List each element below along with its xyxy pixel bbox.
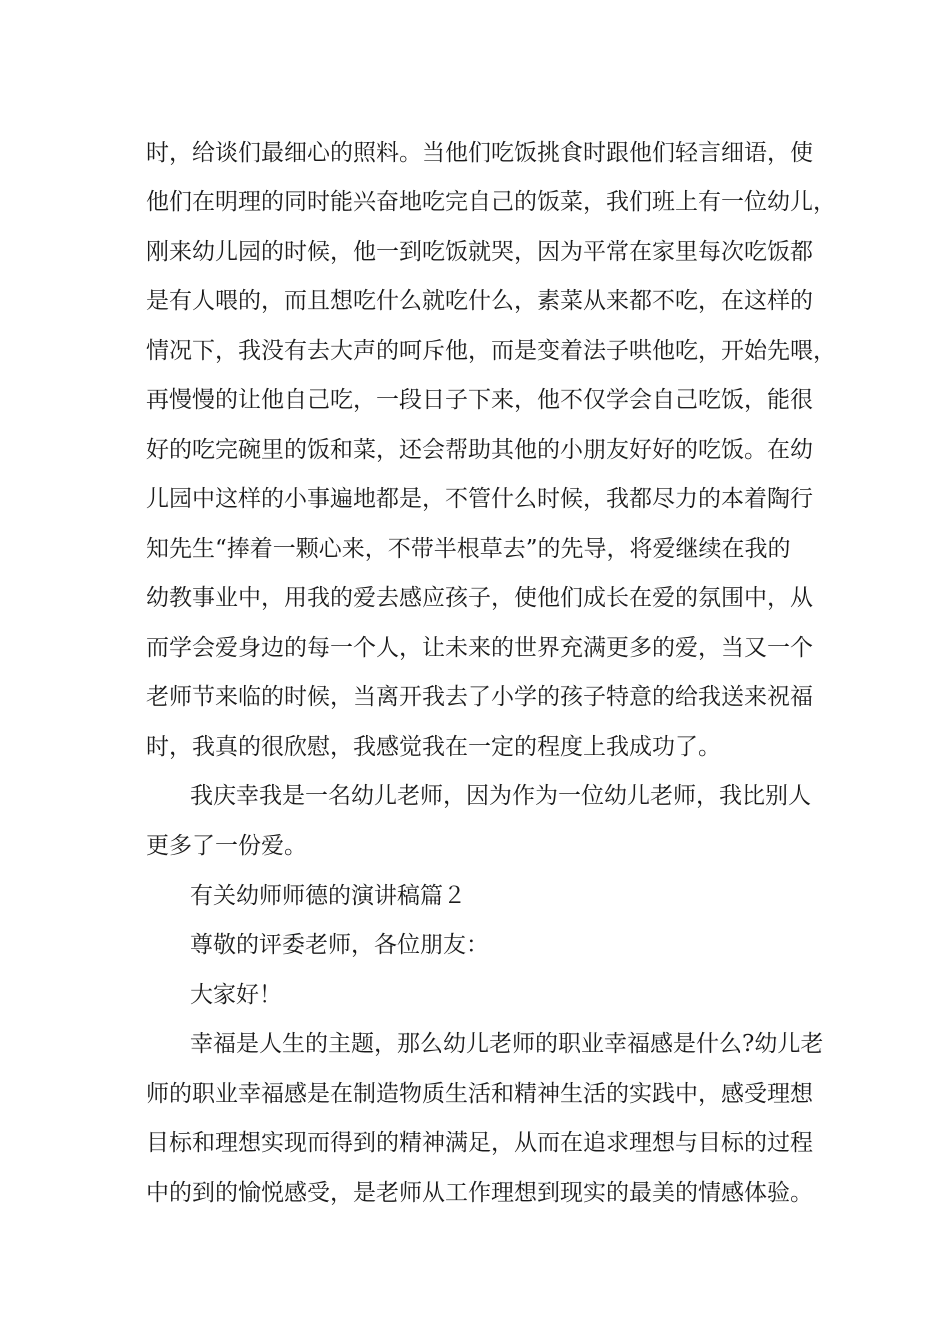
text-line: 是有人喂的，而且想吃什么就吃什么，素菜从来都不吃，在这样的 [146, 288, 813, 314]
text-line: 目标和理想实现而得到的精神满足，从而在追求理想与目标的过程 [146, 1130, 813, 1156]
text-line: 中的到的愉悦感受，是老师从工作理想到现实的最美的情感体验。 [146, 1180, 813, 1206]
text-line: 幼教事业中，用我的爱去感应孩子，使他们成长在爱的氛围中，从 [146, 585, 813, 611]
section-heading: 有关幼师师德的演讲稿篇２ [190, 883, 466, 909]
text-line: 好的吃完碗里的饭和菜，还会帮助其他的小朋友好好的吃饭。在幼 [146, 437, 813, 463]
salutation: 尊敬的评委老师，各位朋友： [190, 932, 489, 958]
greeting: 大家好！ [190, 982, 282, 1008]
paragraph-first-line: 我庆幸我是一名幼儿老师，因为作为一位幼儿老师，我比别人 [190, 783, 811, 809]
text-line: 他们在明理的同时能兴奋地吃完自己的饭菜，我们班上有一位幼儿， [146, 189, 836, 215]
text-line: 知先生“捧着一颗心来，不带半根草去”的先导，将爱继续在我的 [146, 536, 791, 562]
text-line: 而学会爱身边的每一个人，让未来的世界充满更多的爱，当又一个 [146, 635, 813, 661]
text-line: 情况下，我没有去大声的呵斥他，而是变着法子哄他吃，开始先喂， [146, 338, 836, 364]
text-line: 时，我真的很欣慰，我感觉我在一定的程度上我成功了。 [146, 734, 721, 760]
text-line: 师的职业幸福感是在制造物质生活和精神生活的实践中，感受理想 [146, 1081, 813, 1107]
text-line: 老师节来临的时候，当离开我去了小学的孩子特意的给我送来祝福 [146, 684, 813, 710]
text-line: 更多了一份爱。 [146, 833, 307, 859]
text-line: 时，给谈们最细心的照料。当他们吃饭挑食时跟他们轻言细语，使 [146, 140, 813, 166]
text-line: 再慢慢的让他自己吃，一段日子下来，他不仅学会自己吃饭，能很 [146, 387, 813, 413]
paragraph-first-line: 幸福是人生的主题，那么幼儿老师的职业幸福感是什么?幼儿老 [190, 1031, 824, 1057]
text-line: 儿园中这样的小事遍地都是，不管什么时候，我都尽力的本着陶行 [146, 486, 813, 512]
text-line: 刚来幼儿园的时候，他一到吃饭就哭，因为平常在家里每次吃饭都 [146, 239, 813, 265]
